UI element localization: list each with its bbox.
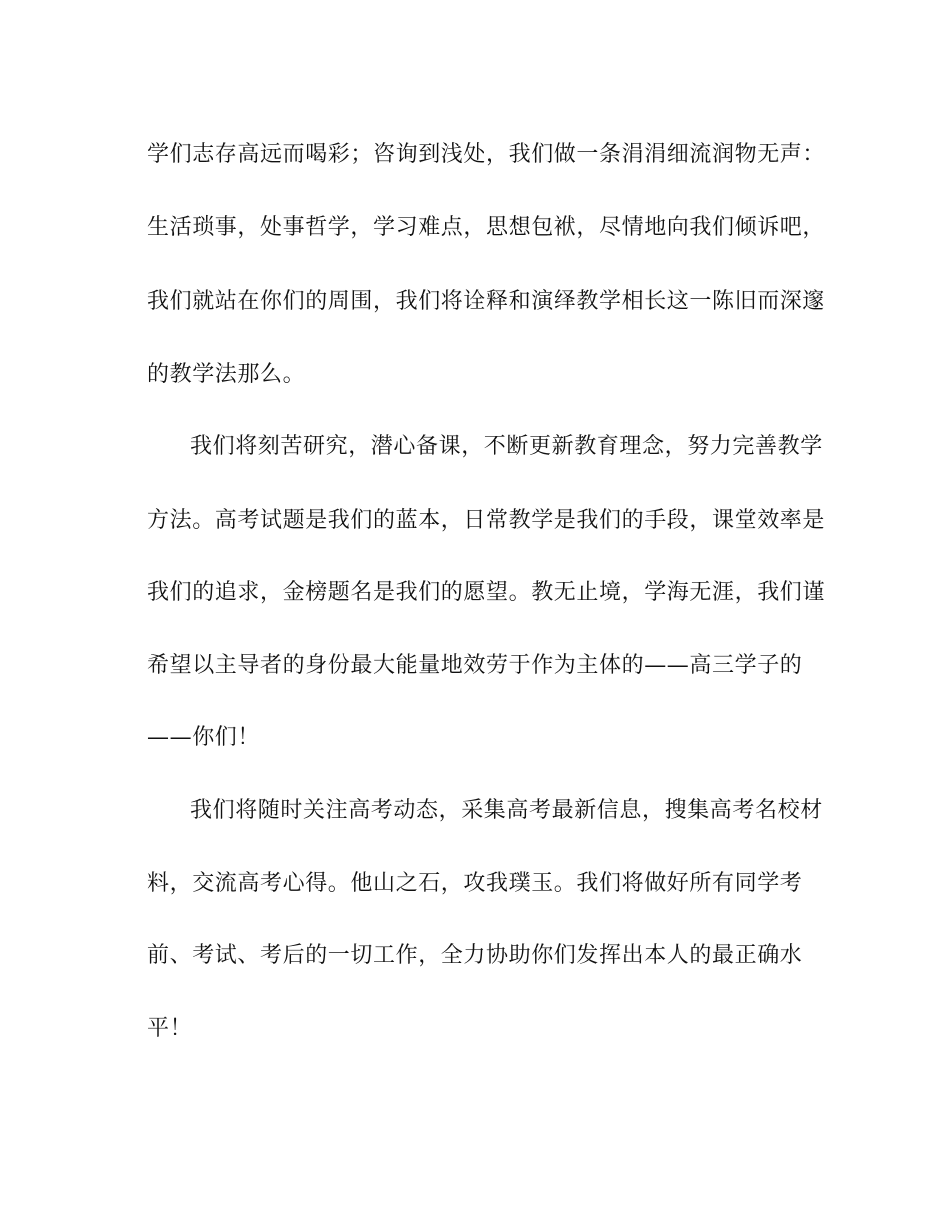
text-line: 生活琐事，处事哲学，学习难点，思想包袱，尽情地向我们倾诉吧， (147, 215, 826, 240)
paragraph-first-line: 我们将随时关注高考动态，采集高考最新信息，搜集高考名校材 (190, 798, 823, 823)
text-line: 我们就站在你们的周围，我们将诠释和演绎教学相长这一陈旧而深邃 (147, 289, 826, 314)
paragraph-first-line: 我们将刻苦研究，潜心备课，不断更新教育理念，努力完善教学 (190, 434, 823, 459)
text-line: 希望以主导者的身份最大能量地效劳于作为主体的——高三学子的 (147, 653, 803, 678)
text-line: 平！ (147, 1016, 193, 1041)
text-line: 我们的追求，金榜题名是我们的愿望。教无止境，学海无涯，我们谨 (147, 580, 826, 605)
text-line: 学们志存高远而喝彩；咨询到浅处，我们做一条涓涓细流润物无声： (147, 142, 826, 167)
text-line: 的教学法那么。 (147, 362, 306, 387)
text-line: 料，交流高考心得。他山之石，攻我璞玉。我们将做好所有同学考 (147, 871, 803, 896)
text-line: ——你们！ (147, 725, 261, 750)
text-line: 前、考试、考后的一切工作，全力协助你们发挥出本人的最正确水 (147, 943, 803, 968)
text-line: 方法。高考试题是我们的蓝本，日常教学是我们的手段，课堂效率是 (147, 508, 826, 533)
